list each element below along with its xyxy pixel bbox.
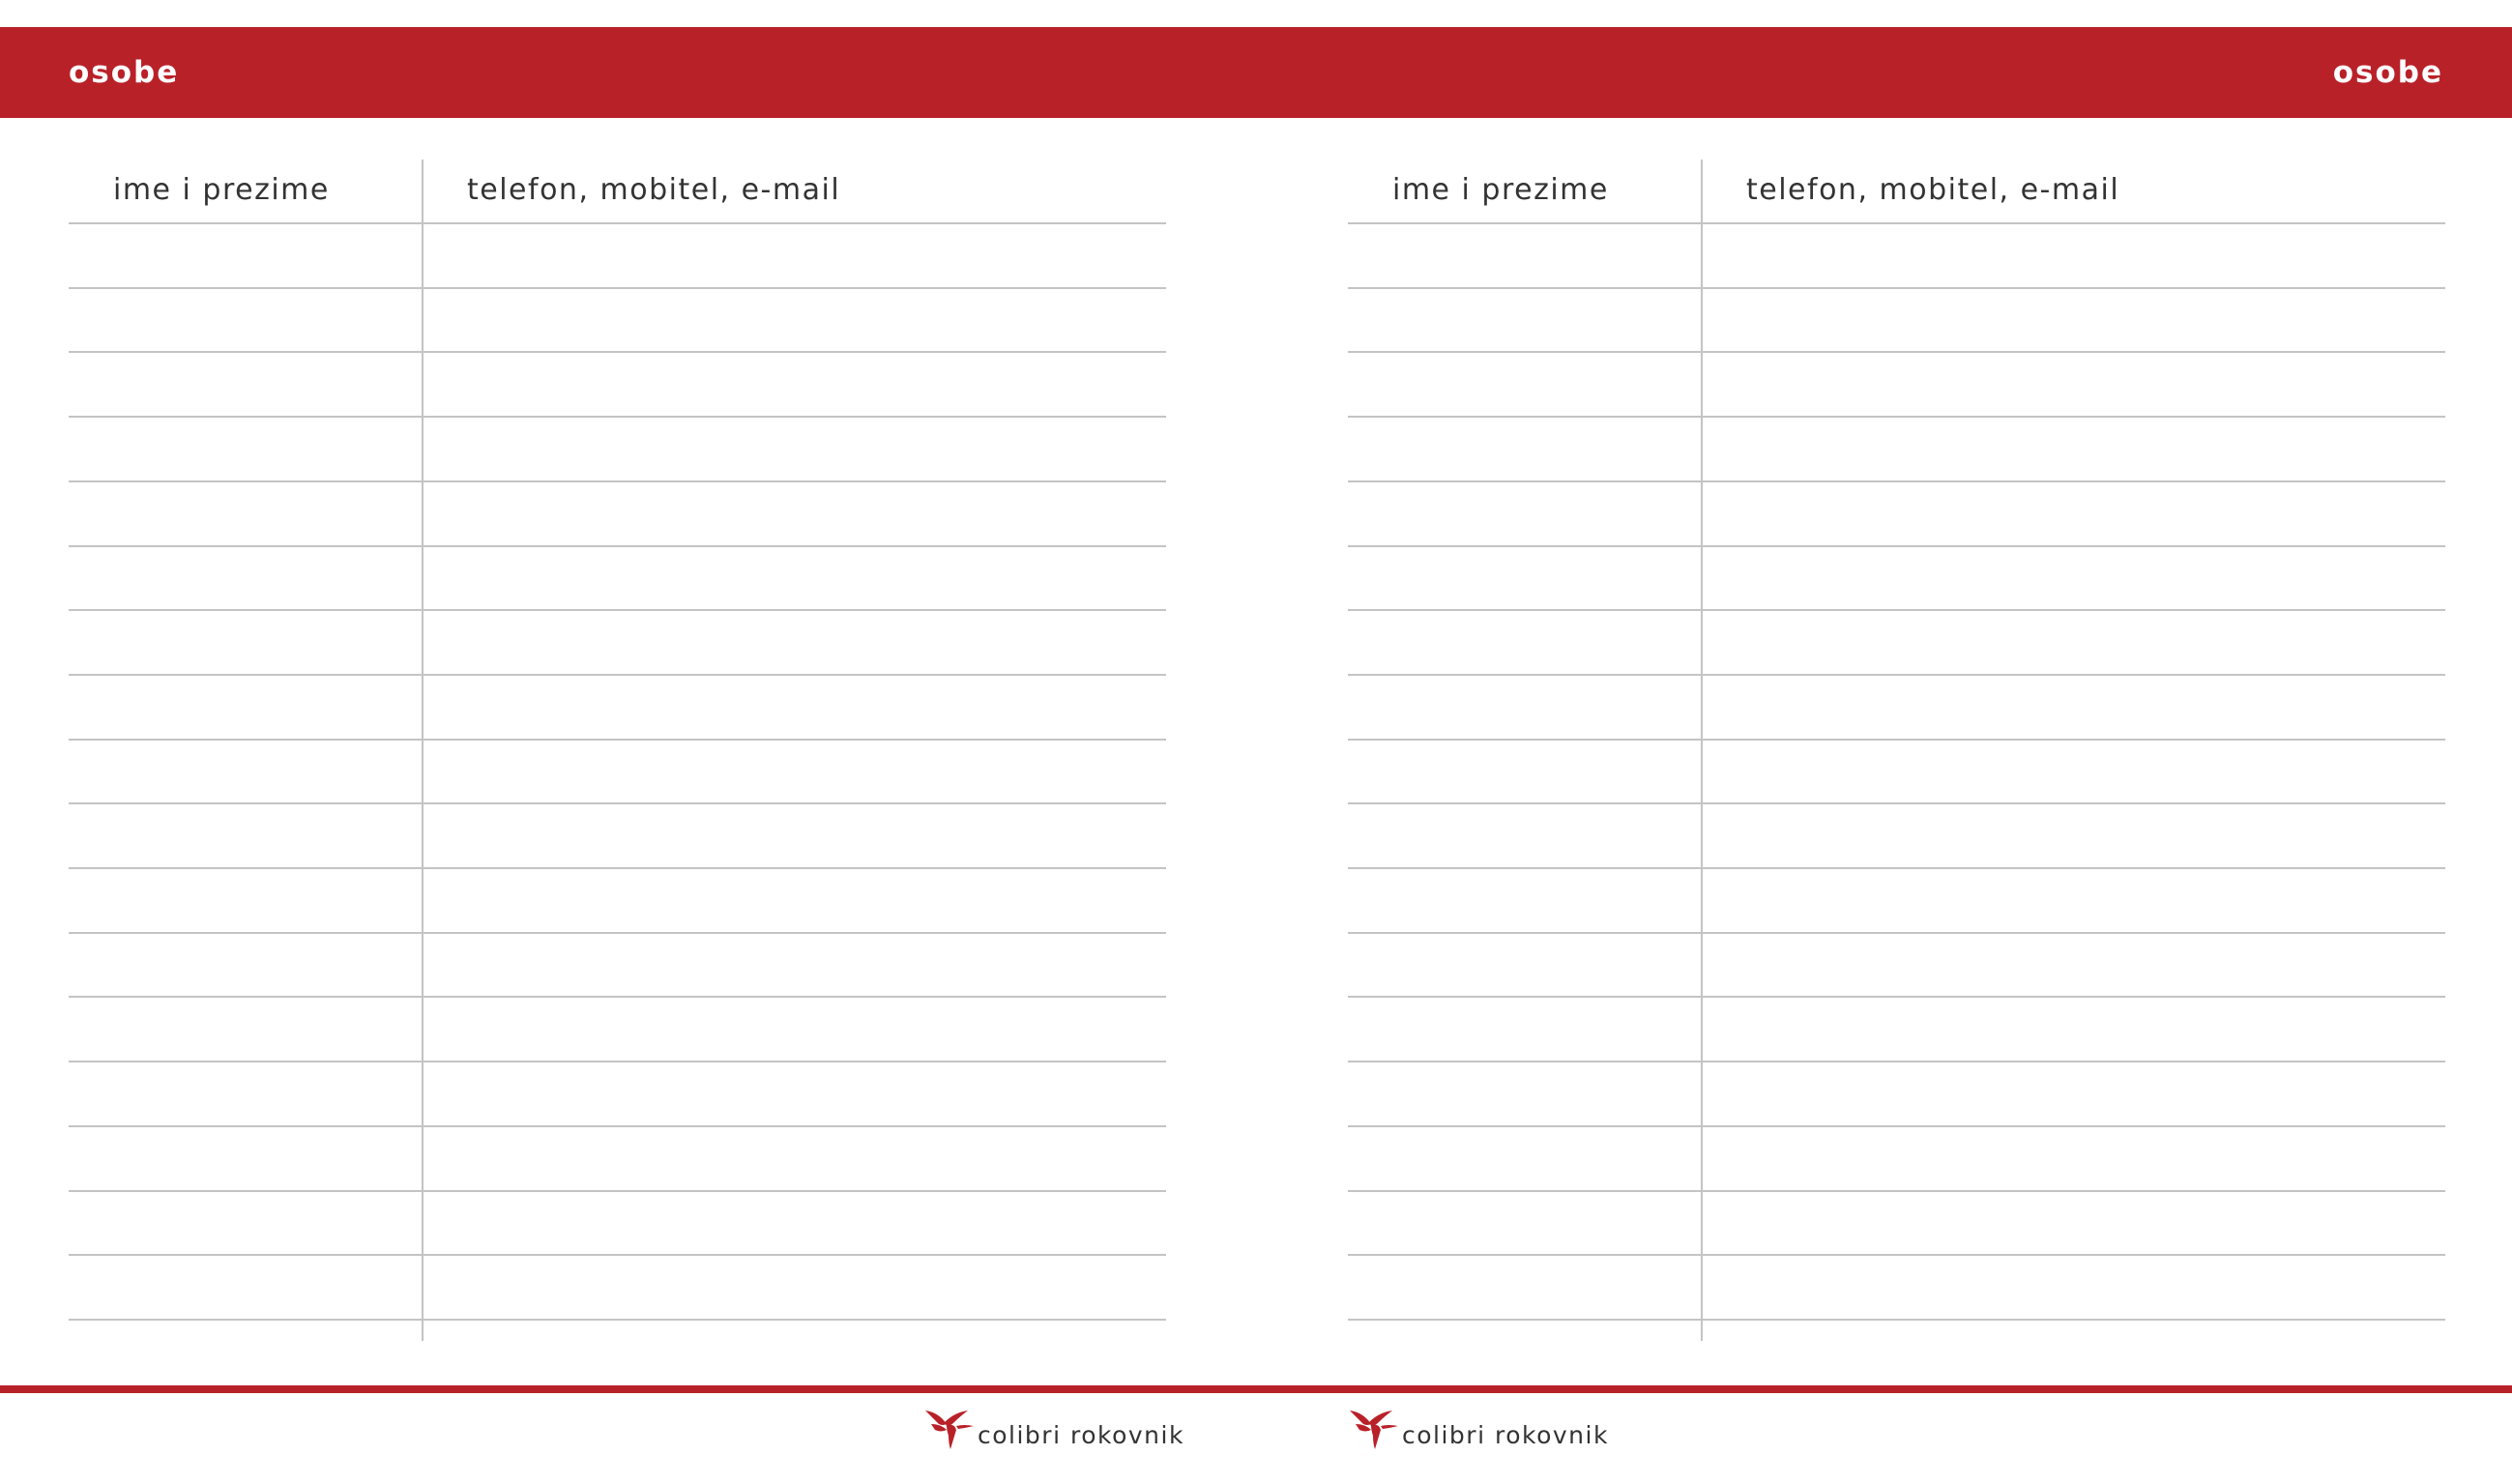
table-row-line — [69, 1125, 1166, 1127]
table-row-line — [69, 996, 1166, 998]
table-row-line — [69, 351, 1166, 353]
contacts-table-left — [69, 160, 1166, 1341]
column-divider — [422, 160, 424, 1341]
table-row-line — [1348, 739, 2445, 741]
table-row-line — [1348, 480, 2445, 482]
table-row-line — [69, 609, 1166, 611]
table-row-line — [69, 480, 1166, 482]
table-row-line — [1348, 674, 2445, 676]
table-row-line — [1348, 1319, 2445, 1321]
table-row-line — [1348, 416, 2445, 418]
column-header-name: ime i prezime — [1392, 173, 1609, 207]
table-row-line — [1348, 802, 2445, 804]
table-row-line — [69, 1319, 1166, 1321]
table-row-line — [69, 1061, 1166, 1062]
brand-name: colibri rokovnik — [1402, 1420, 1609, 1449]
table-row-line — [69, 1254, 1166, 1256]
table-row-line — [1348, 1254, 2445, 1256]
brand-left — [921, 1407, 1184, 1457]
table-row-line — [69, 802, 1166, 804]
contacts-table-right — [1348, 160, 2445, 1341]
table-row-line — [69, 867, 1166, 869]
table-row-line — [1348, 932, 2445, 934]
brand-right — [1346, 1407, 1609, 1457]
header-bar — [0, 27, 2512, 118]
column-header-name: ime i prezime — [113, 173, 330, 207]
hummingbird-icon — [1346, 1407, 1400, 1457]
table-row-line — [1348, 351, 2445, 353]
table-row-line — [69, 416, 1166, 418]
header-rule — [1348, 222, 2445, 224]
header-rule — [69, 222, 1166, 224]
page-title-left: osobe — [69, 55, 180, 90]
page-title-right: osobe — [2332, 55, 2443, 90]
table-row-line — [1348, 287, 2445, 289]
table-row-line — [69, 932, 1166, 934]
table-row-line — [1348, 609, 2445, 611]
brand-name: colibri rokovnik — [978, 1420, 1184, 1449]
table-row-line — [1348, 996, 2445, 998]
column-divider — [1701, 160, 1703, 1341]
table-row-line — [1348, 545, 2445, 547]
table-row-line — [69, 287, 1166, 289]
table-row-line — [1348, 867, 2445, 869]
table-row-line — [69, 674, 1166, 676]
column-header-contact: telefon, mobitel, e-mail — [1746, 173, 2120, 207]
table-row-line — [1348, 1190, 2445, 1192]
table-row-line — [1348, 1061, 2445, 1062]
hummingbird-icon — [921, 1407, 976, 1457]
column-header-contact: telefon, mobitel, e-mail — [467, 173, 841, 207]
footer-line — [0, 1385, 2512, 1393]
table-row-line — [69, 545, 1166, 547]
table-row-line — [1348, 1125, 2445, 1127]
table-row-line — [69, 739, 1166, 741]
table-row-line — [69, 1190, 1166, 1192]
